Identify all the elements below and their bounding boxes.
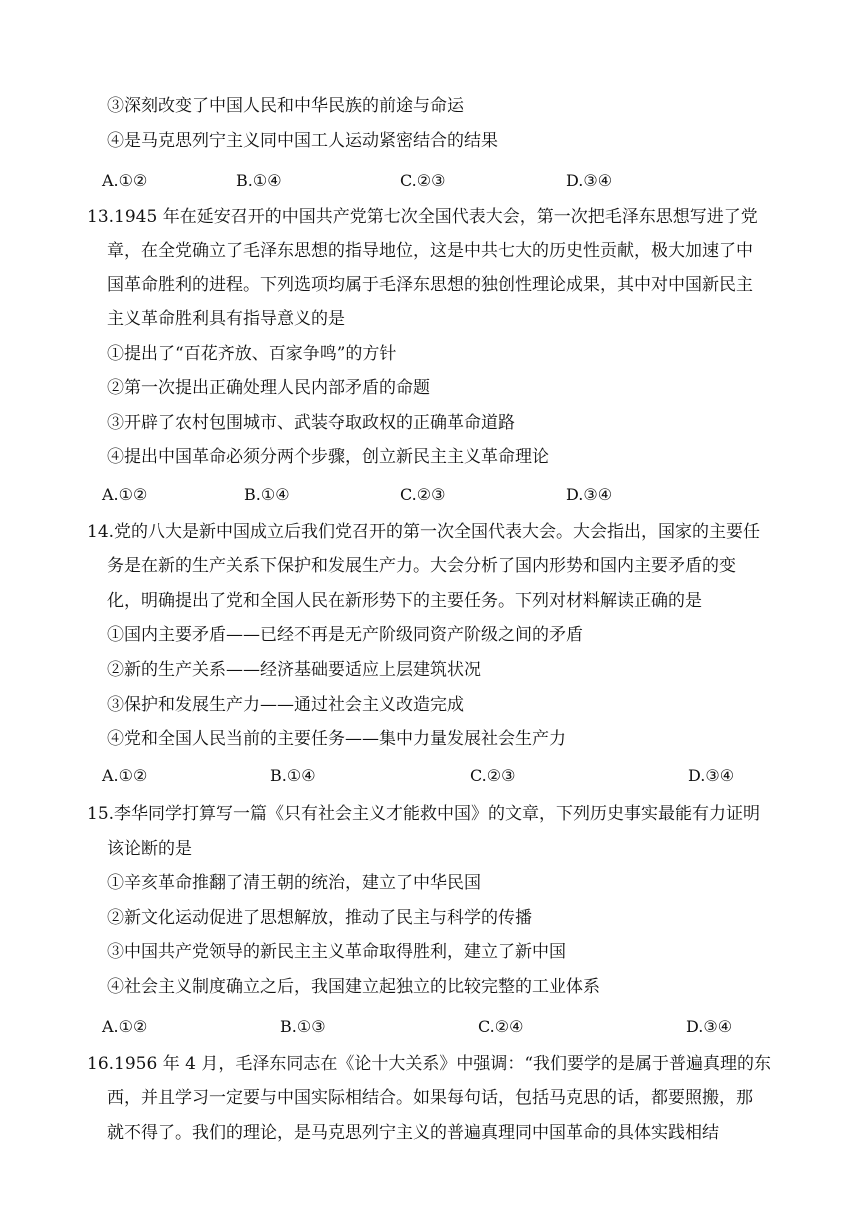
q12-statement-4: ④是马克思列宁主义同中国工人运动紧密结合的结果: [107, 131, 498, 151]
q16-stem-line-3: 就不得了。我们的理论，是马克思列宁主义的普遍真理同中国革命的具体实践相结: [107, 1123, 719, 1143]
q14-option-d: D.③④: [688, 766, 735, 785]
q12-statement-3: ③深刻改变了中国人民和中华民族的前途与命运: [107, 96, 464, 116]
q13-option-c: C.②③: [400, 485, 446, 504]
q15-statement-2: ②新文化运动促进了思想解放，推动了民主与科学的传播: [107, 908, 532, 928]
q16-stem-line-2: 西，并且学习一定要与中国实际相结合。如果每句话，包括马克思的话，都要照搬，那: [107, 1088, 753, 1108]
q14-statement-3: ③保护和发展生产力——通过社会主义改造完成: [107, 695, 464, 715]
q15-option-d: D.③④: [686, 1017, 733, 1036]
q15-statement-3: ③中国共产党领导的新民主主义革命取得胜利，建立了新中国: [107, 942, 566, 962]
q15-option-c: C.②④: [478, 1017, 524, 1036]
q13-option-a: A.①②: [102, 485, 148, 504]
q12-option-a: A.①②: [102, 171, 148, 190]
q12-option-c: C.②③: [400, 171, 446, 190]
q13-statement-4: ④提出中国革命必须分两个步骤，创立新民主主义革命理论: [107, 447, 549, 467]
q14-statement-1: ①国内主要矛盾——已经不再是无产阶级同资产阶级之间的矛盾: [107, 625, 583, 645]
q14-stem-line-1: 14.党的八大是新中国成立后我们党召开的第一次全国代表大会。大会指出，国家的主要任: [87, 522, 761, 542]
q15-stem-line-2: 该论断的是: [107, 839, 192, 859]
q13-statement-3: ③开辟了农村包围城市、武装夺取政权的正确革命道路: [107, 413, 515, 433]
q14-option-c: C.②③: [470, 766, 516, 785]
q14-statement-4: ④党和全国人民当前的主要任务——集中力量发展社会生产力: [107, 729, 566, 749]
q14-stem-line-3: 化，明确提出了党和全国人民在新形势下的主要任务。下列对材料解读正确的是: [107, 591, 702, 611]
q13-option-d: D.③④: [566, 485, 613, 504]
q15-options: [102, 1016, 752, 1038]
q14-statement-2: ②新的生产关系——经济基础要适应上层建筑状况: [107, 660, 481, 680]
q14-options: [102, 765, 752, 787]
q13-statement-1: ①提出了“百花齐放、百家争鸣”的方针: [107, 344, 397, 364]
q13-options: [102, 484, 752, 506]
q12-option-d: D.③④: [566, 171, 613, 190]
q15-option-a: A.①②: [102, 1017, 148, 1036]
q14-option-b: B.①④: [270, 766, 316, 785]
q13-stem-line-2: 章，在全党确立了毛泽东思想的指导地位，这是中共七大的历史性贡献，极大加速了中: [107, 241, 753, 261]
q13-stem-line-3: 国革命胜利的进程。下列选项均属于毛泽东思想的独创性理论成果，其中对中国新民主: [107, 275, 753, 295]
q15-stem-line-1: 15.李华同学打算写一篇《只有社会主义才能救中国》的文章，下列历史事实最能有力证明: [87, 804, 761, 824]
q13-statement-2: ②第一次提出正确处理人民内部矛盾的命题: [107, 378, 430, 398]
q14-stem-line-2: 务是在新的生产关系下保护和发展生产力。大会分析了国内形势和国内主要矛盾的变: [107, 556, 736, 576]
q13-stem-line-1: 13.1945 年在延安召开的中国共产党第七次全国代表大会，第一次把毛泽东思想写进了党: [87, 207, 758, 227]
q15-option-b: B.①③: [280, 1017, 326, 1036]
q12-option-b: B.①④: [236, 171, 282, 190]
q16-stem-line-1: 16.1956 年 4 月，毛泽东同志在《论十大关系》中强调：“我们要学的是属于普遍真理的东: [87, 1054, 772, 1074]
q13-option-b: B.①④: [244, 485, 290, 504]
q15-statement-4: ④社会主义制度确立之后，我国建立起独立的比较完整的工业体系: [107, 977, 600, 997]
q12-options: [102, 170, 752, 192]
q14-option-a: A.①②: [102, 766, 148, 785]
q15-statement-1: ①辛亥革命推翻了清王朝的统治，建立了中华民国: [107, 873, 481, 893]
q13-stem-line-4: 主义革命胜利具有指导意义的是: [107, 309, 345, 329]
